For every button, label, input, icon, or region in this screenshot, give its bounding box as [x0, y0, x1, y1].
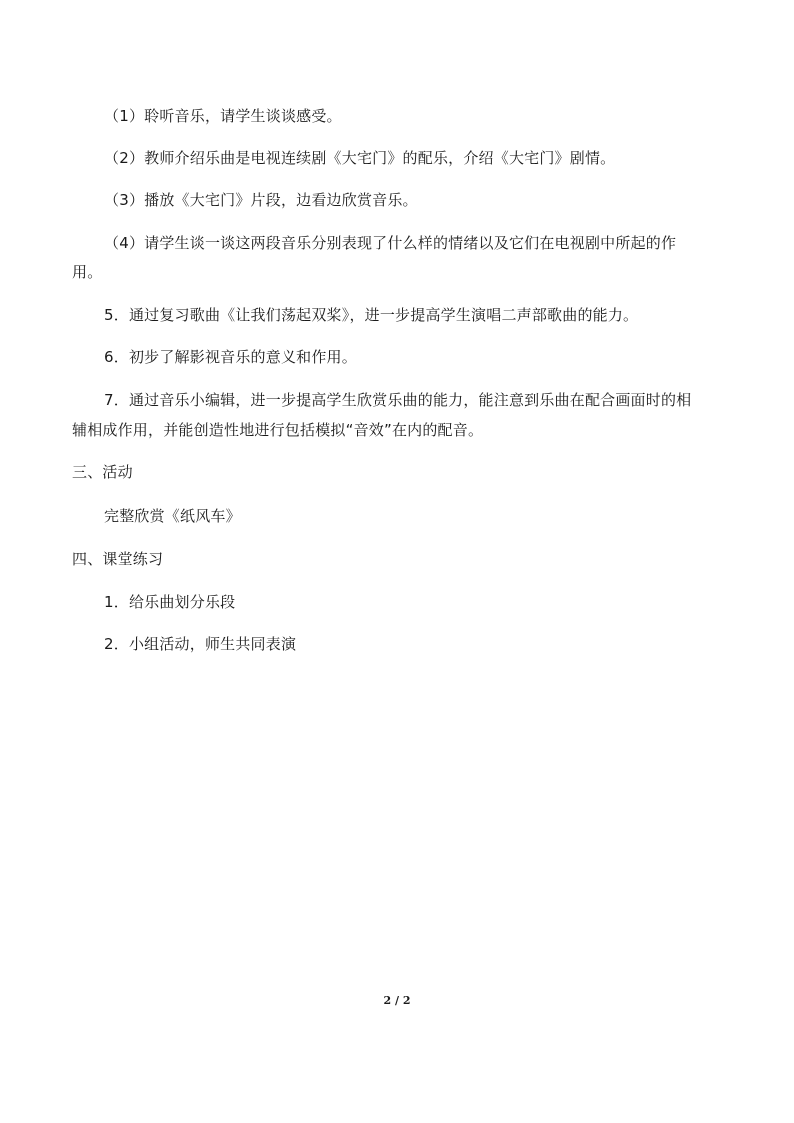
paragraph-discuss-cont: 用。 — [72, 263, 103, 281]
paragraph-play-clip: （3）播放《大宅门》片段，边看边欣赏音乐。 — [104, 191, 418, 209]
paragraph-discuss: （4）请学生谈一谈这两段音乐分别表现了什么样的情绪以及它们在电视剧中所起的作 — [104, 234, 677, 252]
section-heading-practice: 四、课堂练习 — [72, 550, 164, 568]
page-number: 2 / 2 — [383, 994, 411, 1007]
practice-item-1: 1．给乐曲划分乐段 — [104, 593, 236, 611]
activity-item: 完整欣赏《纸风车》 — [104, 507, 241, 525]
paragraph-item-7: 7．通过音乐小编辑，进一步提高学生欣赏乐曲的能力，能注意到乐曲在配合画面时的相 — [104, 391, 692, 409]
paragraph-listen: （1）聆听音乐，请学生谈谈感受。 — [104, 107, 342, 125]
paragraph-item-7-cont: 辅相成作用，并能创造性地进行包括模拟“音效”在内的配音。 — [72, 421, 484, 439]
section-heading-activity: 三、活动 — [72, 463, 133, 481]
paragraph-item-6: 6．初步了解影视音乐的意义和作用。 — [104, 348, 357, 366]
paragraph-item-5: 5．通过复习歌曲《让我们荡起双桨》，进一步提高学生演唱二声部歌曲的能力。 — [104, 306, 639, 324]
practice-item-2: 2．小组活动，师生共同表演 — [104, 635, 297, 653]
paragraph-teacher-intro: （2）教师介绍乐曲是电视连续剧《大宅门》的配乐，介绍《大宅门》剧情。 — [104, 149, 616, 167]
